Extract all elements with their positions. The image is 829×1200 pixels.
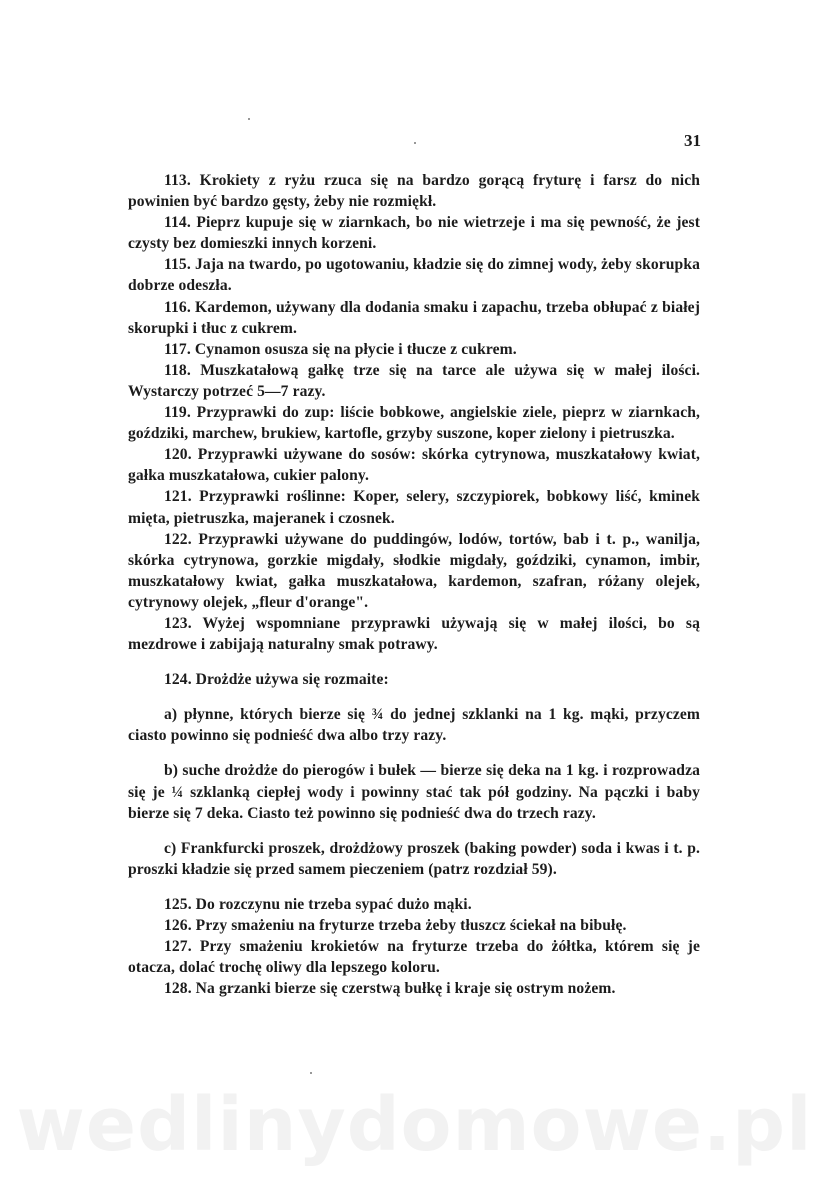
paragraph-123: 123. Wyżej wspomniane przyprawki używają się w małej ilości, bo są mezdrowe i zabijają naturalny smak potrawy. bbox=[128, 614, 700, 654]
watermark: wedlinydomowe.pl bbox=[16, 1082, 813, 1168]
paragraph-124a: a) płynne, których bierze się ¾ do jednej szklanki na 1 kg. mąki, przyczem ciasto powinno się podnieść dwa albo trzy razy. bbox=[128, 706, 700, 745]
paragraph-117: 117. Cynamon osusza się na płycie i tłucze z cukrem. bbox=[164, 340, 517, 358]
page-number: 31 bbox=[684, 131, 701, 150]
scan-speck bbox=[310, 1072, 312, 1074]
paragraph-120: 120. Przyprawki używane do sosów: skórka cytrynowa, muszkatałowy kwiat, gałka muszkatałowa, cukier palony. bbox=[128, 446, 700, 485]
paragraph-125: 125. Do rozczynu nie trzeba sypać dużo mąki. bbox=[164, 895, 472, 913]
paragraph-124: 124. Drożdże używa się rozmaite: bbox=[164, 671, 389, 689]
page-body bbox=[128, 170, 700, 999]
paragraph-124b: b) suche drożdże do pierogów i bułek — bierze się deka na 1 kg. i rozprowadza się je ¼ szklanką ciepłej wody i powinny stać tak pół godziny. Na pączki i baby bierze się 7 deka. Ciasto też powinno się podnieść dwa do trzech razy. bbox=[128, 762, 700, 822]
paragraph-118: 118. Muszkatałową gałkę trze się na tarce ale używa się w małej ilości. Wystarczy potrzeć 5—7 razy. bbox=[128, 361, 700, 400]
scan-speck bbox=[414, 142, 416, 144]
paragraph-116: 116. Kardemon, używany dla dodania smaku i zapachu, trzeba obłupać z białej skorupki i tłuc z cukrem. bbox=[128, 298, 700, 337]
paragraph-124c: c) Frankfurcki proszek, drożdżowy proszek (baking powder) soda i kwas i t. p. proszki kładzie się przed samem pieczeniem (patrz rozdział 59). bbox=[128, 839, 700, 878]
paragraph-114: 114. Pieprz kupuje się w ziarnkach, bo nie wietrzeje i ma się pewność, że jest czysty bez domieszki innych korzeni. bbox=[128, 214, 700, 253]
paragraph-128: 128. Na grzanki bierze się czerstwą bułkę i kraje się ostrym nożem. bbox=[164, 980, 616, 998]
paragraph-121: 121. Przyprawki roślinne: Koper, selery, szczypiorek, bobkowy liść, kminek mięta, pietruszka, majeranek i czosnek. bbox=[128, 488, 700, 527]
paragraph-113: 113. Krokiety z ryżu rzuca się na bardzo gorącą fryturę i farsz do nich powinien być bardzo gęsty, żeby nie rozmiękł. bbox=[128, 172, 700, 211]
paragraph-119: 119. Przyprawki do zup: liście bobkowe, angielskie ziele, pieprz w ziarnkach, goździki, marchew, brukiew, kartofle, grzyby suszone, koper zielony i pietruszka. bbox=[128, 404, 700, 443]
scan-speck bbox=[248, 118, 250, 120]
paragraph-127: 127. Przy smażeniu krokietów na fryturze trzeba do żółtka, którem się je otacza, dolać trochę oliwy dla lepszego koloru. bbox=[128, 938, 700, 977]
paragraph-115: 115. Jaja na twardo, po ugotowaniu, kładzie się do zimnej wody, żeby skorupka dobrze odeszła. bbox=[128, 256, 700, 295]
paragraph-122: 122. Przyprawki używane do puddingów, lodów, tortów, bab i t. p., wanilja, skórka cytrynowa, gorzkie migdały, słodkie migdały, goździki, cynamon, imbir, muszkatałowy kwiat, gałka muszkatałowa, kardemon, szafran, różany olejek, cytrynowy olejek, „fleur d'orange". bbox=[128, 530, 700, 611]
paragraph-126: 126. Przy smażeniu na fryturze trzeba żeby tłuszcz ściekał na bibułę. bbox=[164, 917, 627, 934]
